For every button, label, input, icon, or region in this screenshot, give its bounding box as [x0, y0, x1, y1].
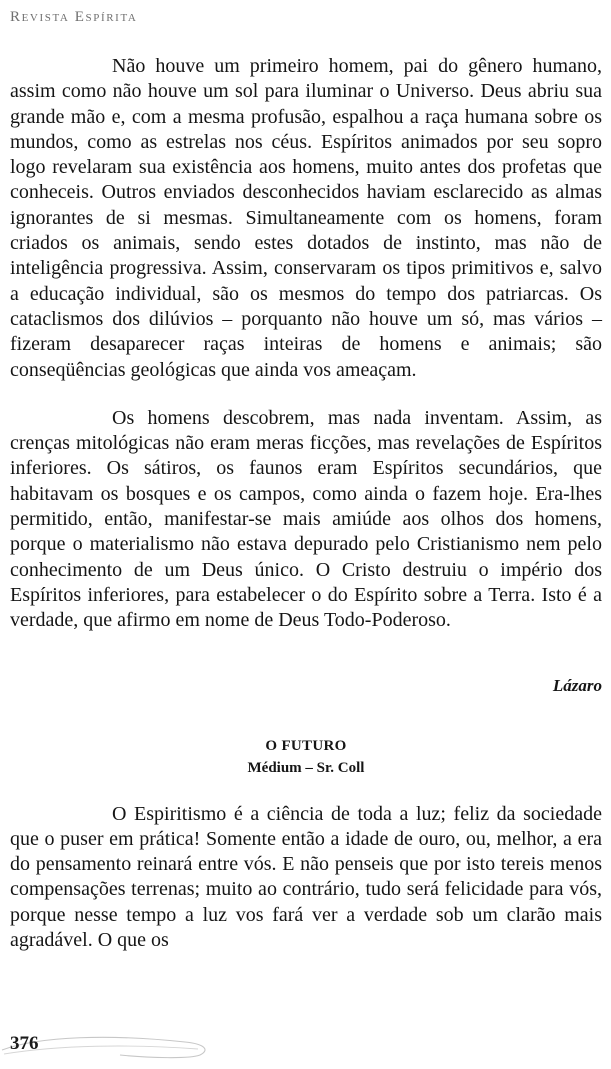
paragraph-2: Os homens descobrem, mas nada inventam. Assim, as crenças mitológicas não eram meras ficções, mas revelações de Espíritos inferiores. Os sátiros, os faunos eram Espíritos secundários, que habitavam os bosques e os campos, como ainda o fazem hoje. Era-lhes permitido, então, manifestar-se mais amiúde aos olhos dos homens, porque o materialismo não estava depurado pelo Cristianismo nem pelo conhecimento de um Deus único. O Cristo destruiu o império dos Espíritos inferiores, para estabelecer o do Espírito sobre a Terra. Isto é a verdade, que afirmo em nome de Deus Todo-Poderoso.: [10, 406, 602, 632]
paragraph-3: O Espiritismo é a ciência de toda a luz; feliz da sociedade que o puser em prática! Somente então a idade de ouro, ou, melhor, a era do pensamento reinará entre vós. E não penseis que por isto tereis menos compensações terrenas; muito ao contrário, tudo será felicidade para vós, porque nesse tempo a luz vos fará ver a verdade sob um clarão mais agradável. O que os: [10, 802, 602, 952]
body-text: [10, 54, 602, 953]
signature-lazaro: Lázaro: [552, 675, 602, 695]
section-title: O FUTURO: [265, 737, 347, 754]
page-number: 376: [10, 1033, 39, 1054]
section-subtitle: Médium – Sr. Coll: [247, 759, 365, 776]
running-head: Revista Espírita: [10, 9, 138, 25]
paragraph-1: Não houve um primeiro homem, pai do gênero humano, assim como não houve um sol para iluminar o Universo. Deus abriu sua grande mão e, com a mesma profusão, espalhou a raça humana sobre os mundos, como as estrelas nos céus. Espíritos animados por seu sopro logo revelaram sua existência aos homens, muito antes dos profetas que conheceis. Outros enviados desconhecidos haviam esclarecido as almas ignorantes de si mesmas. Simultaneamente com os homens, foram criados os animais, sendo estes dotados de instinto, mas não de inteligência progressiva. Assim, conservaram os tipos primitivos e, salvo a educação individual, são os mesmos do tempo dos patriarcas. Os cataclismos dos dilúvios – porquanto não houve um só, mas vários – fizeram desaparecer raças inteiras de homens e animais; são conseqüências geológicas que ainda vos ameaçam.: [10, 55, 602, 381]
